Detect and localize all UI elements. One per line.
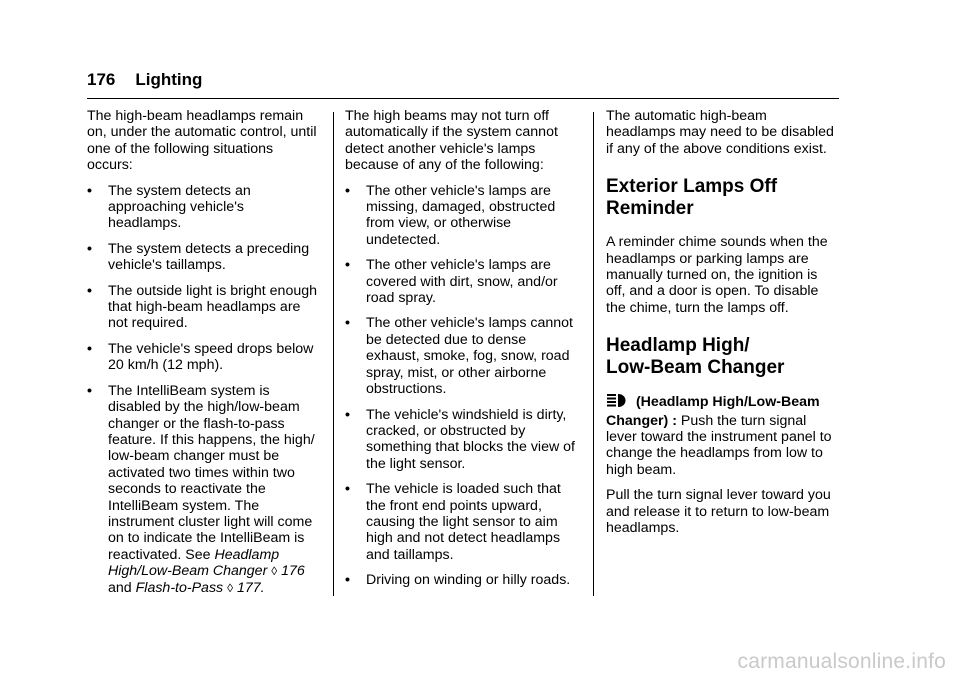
list-item	[345, 183, 577, 249]
low-beam-paragraph: Pull the turn signal lever toward you and release it to return to low-beam headlamps.	[606, 487, 831, 537]
list-item	[87, 241, 319, 274]
column-3	[606, 108, 838, 546]
intellibeam-text: The IntelliBeam system is disabled by the high/low-beam changer or the flash-to-pass feature. If this happens, the high/ low-beam changer must be activated two times within two seconds to reactivate the IntelliBeam system. The instrument cluster light will come on to indicate the IntelliBeam is reactivated. See	[108, 382, 315, 563]
bullet-icon: •	[345, 315, 350, 332]
icon-description: Push the turn signal lever toward the instrument panel to change the headlamps from low to high beam.	[606, 412, 832, 478]
col3-intro: The automatic high-beam headlamps may need to be disabled if any of the above conditions exist.	[606, 108, 834, 157]
heading-line: Exterior Lamps Off	[606, 176, 778, 198]
list-item-text: The other vehicle's lamps cannot be detected due to dense exhaust, smoke, fog, snow, road spray, mist, or other airborne obstructions.	[366, 315, 573, 398]
list-item-text: The vehicle's speed drops below 20 km/h (12 mph).	[108, 340, 314, 374]
heading-line: Headlamp High/	[606, 335, 750, 357]
list-item	[87, 183, 319, 232]
bullet-icon: •	[87, 182, 92, 199]
heading-exterior-lamps-off-reminder	[606, 176, 838, 220]
reminder-paragraph: A reminder chime sounds when the headlamps or parking lamps are manually turned on, the ignition is off, and a door is open. To disable the chime, turn the lamps off.	[606, 234, 828, 316]
bullet-icon: •	[87, 282, 92, 299]
list-item	[87, 341, 319, 374]
page-header	[87, 70, 202, 96]
high-beam-icon	[606, 393, 630, 412]
xref-page-177[interactable]: 177.	[236, 579, 265, 596]
heading-line: Reminder	[606, 198, 694, 220]
bullet-icon: •	[345, 182, 350, 199]
xref-page-176[interactable]: 176	[281, 563, 305, 580]
list-item-text: The vehicle's windshield is dirty, cracked, or obstructed by something that blocks the view of the light sensor.	[366, 406, 575, 472]
col2-intro: The high beams may not turn off automatically if the system cannot detect another vehicle's lamps because of any of the following:	[345, 108, 558, 174]
xref-headlamp-changer-link[interactable]: Headlamp High/Low-Beam Changer	[108, 546, 280, 580]
list-item	[345, 315, 577, 397]
list-item-text: The vehicle is loaded such that the front end points upward, causing the light sensor to aim high and not detect headlamps and taillamps.	[366, 481, 561, 563]
list-item	[87, 383, 319, 596]
watermark: carmanualsonline.info	[737, 650, 946, 673]
list-item	[345, 257, 577, 306]
list-item-text: The other vehicle's lamps are covered with dirt, snow, and/or road spray.	[366, 257, 558, 307]
bullet-icon: •	[87, 340, 92, 357]
column-1	[87, 108, 319, 605]
list-item-text: The other vehicle's lamps are missing, damaged, obstructed from view, or otherwise undetected.	[366, 182, 556, 248]
bullet-icon: •	[87, 382, 92, 399]
icon-label: (Headlamp High/Low-Beam Changer) :	[606, 394, 820, 429]
section-title: Lighting	[135, 70, 203, 89]
col1-intro: The high-beam headlamps remain on, under the automatic control, until one of the following situations occurs:	[87, 108, 317, 174]
column-divider-1	[333, 112, 334, 596]
bullet-icon: •	[345, 481, 350, 498]
column-2	[345, 108, 577, 598]
list-item-text: Driving on winding or hilly roads.	[366, 572, 571, 589]
page-number: 176	[87, 70, 116, 89]
xref-arrow-icon: ◊	[227, 580, 234, 595]
high-beam-paragraph	[606, 393, 838, 478]
list-item-text	[108, 383, 319, 596]
xref-flash-to-pass-link[interactable]: Flash-to-Pass	[135, 579, 224, 596]
and-word: and	[108, 579, 132, 596]
heading-headlamp-high-low-beam-changer	[606, 335, 838, 379]
list-item-text: The system detects a preceding vehicle's taillamps.	[108, 240, 310, 274]
list-item-text: The outside light is bright enough that high-beam headlamps are not required.	[108, 282, 318, 332]
heading-line: Low-Beam Changer	[606, 357, 785, 379]
list-item-text: The system detects an approaching vehicle's headlamps.	[108, 182, 251, 232]
list-item	[345, 481, 577, 563]
xref-arrow-icon: ◊	[271, 564, 278, 579]
bullet-icon: •	[345, 406, 350, 423]
header-rule	[87, 98, 839, 99]
bullet-icon: •	[345, 257, 350, 274]
bullet-icon: •	[87, 240, 92, 257]
list-item	[345, 572, 577, 588]
list-item	[87, 283, 319, 332]
column-divider-2	[593, 112, 594, 596]
list-item	[345, 407, 577, 473]
bullet-icon: •	[345, 572, 350, 589]
